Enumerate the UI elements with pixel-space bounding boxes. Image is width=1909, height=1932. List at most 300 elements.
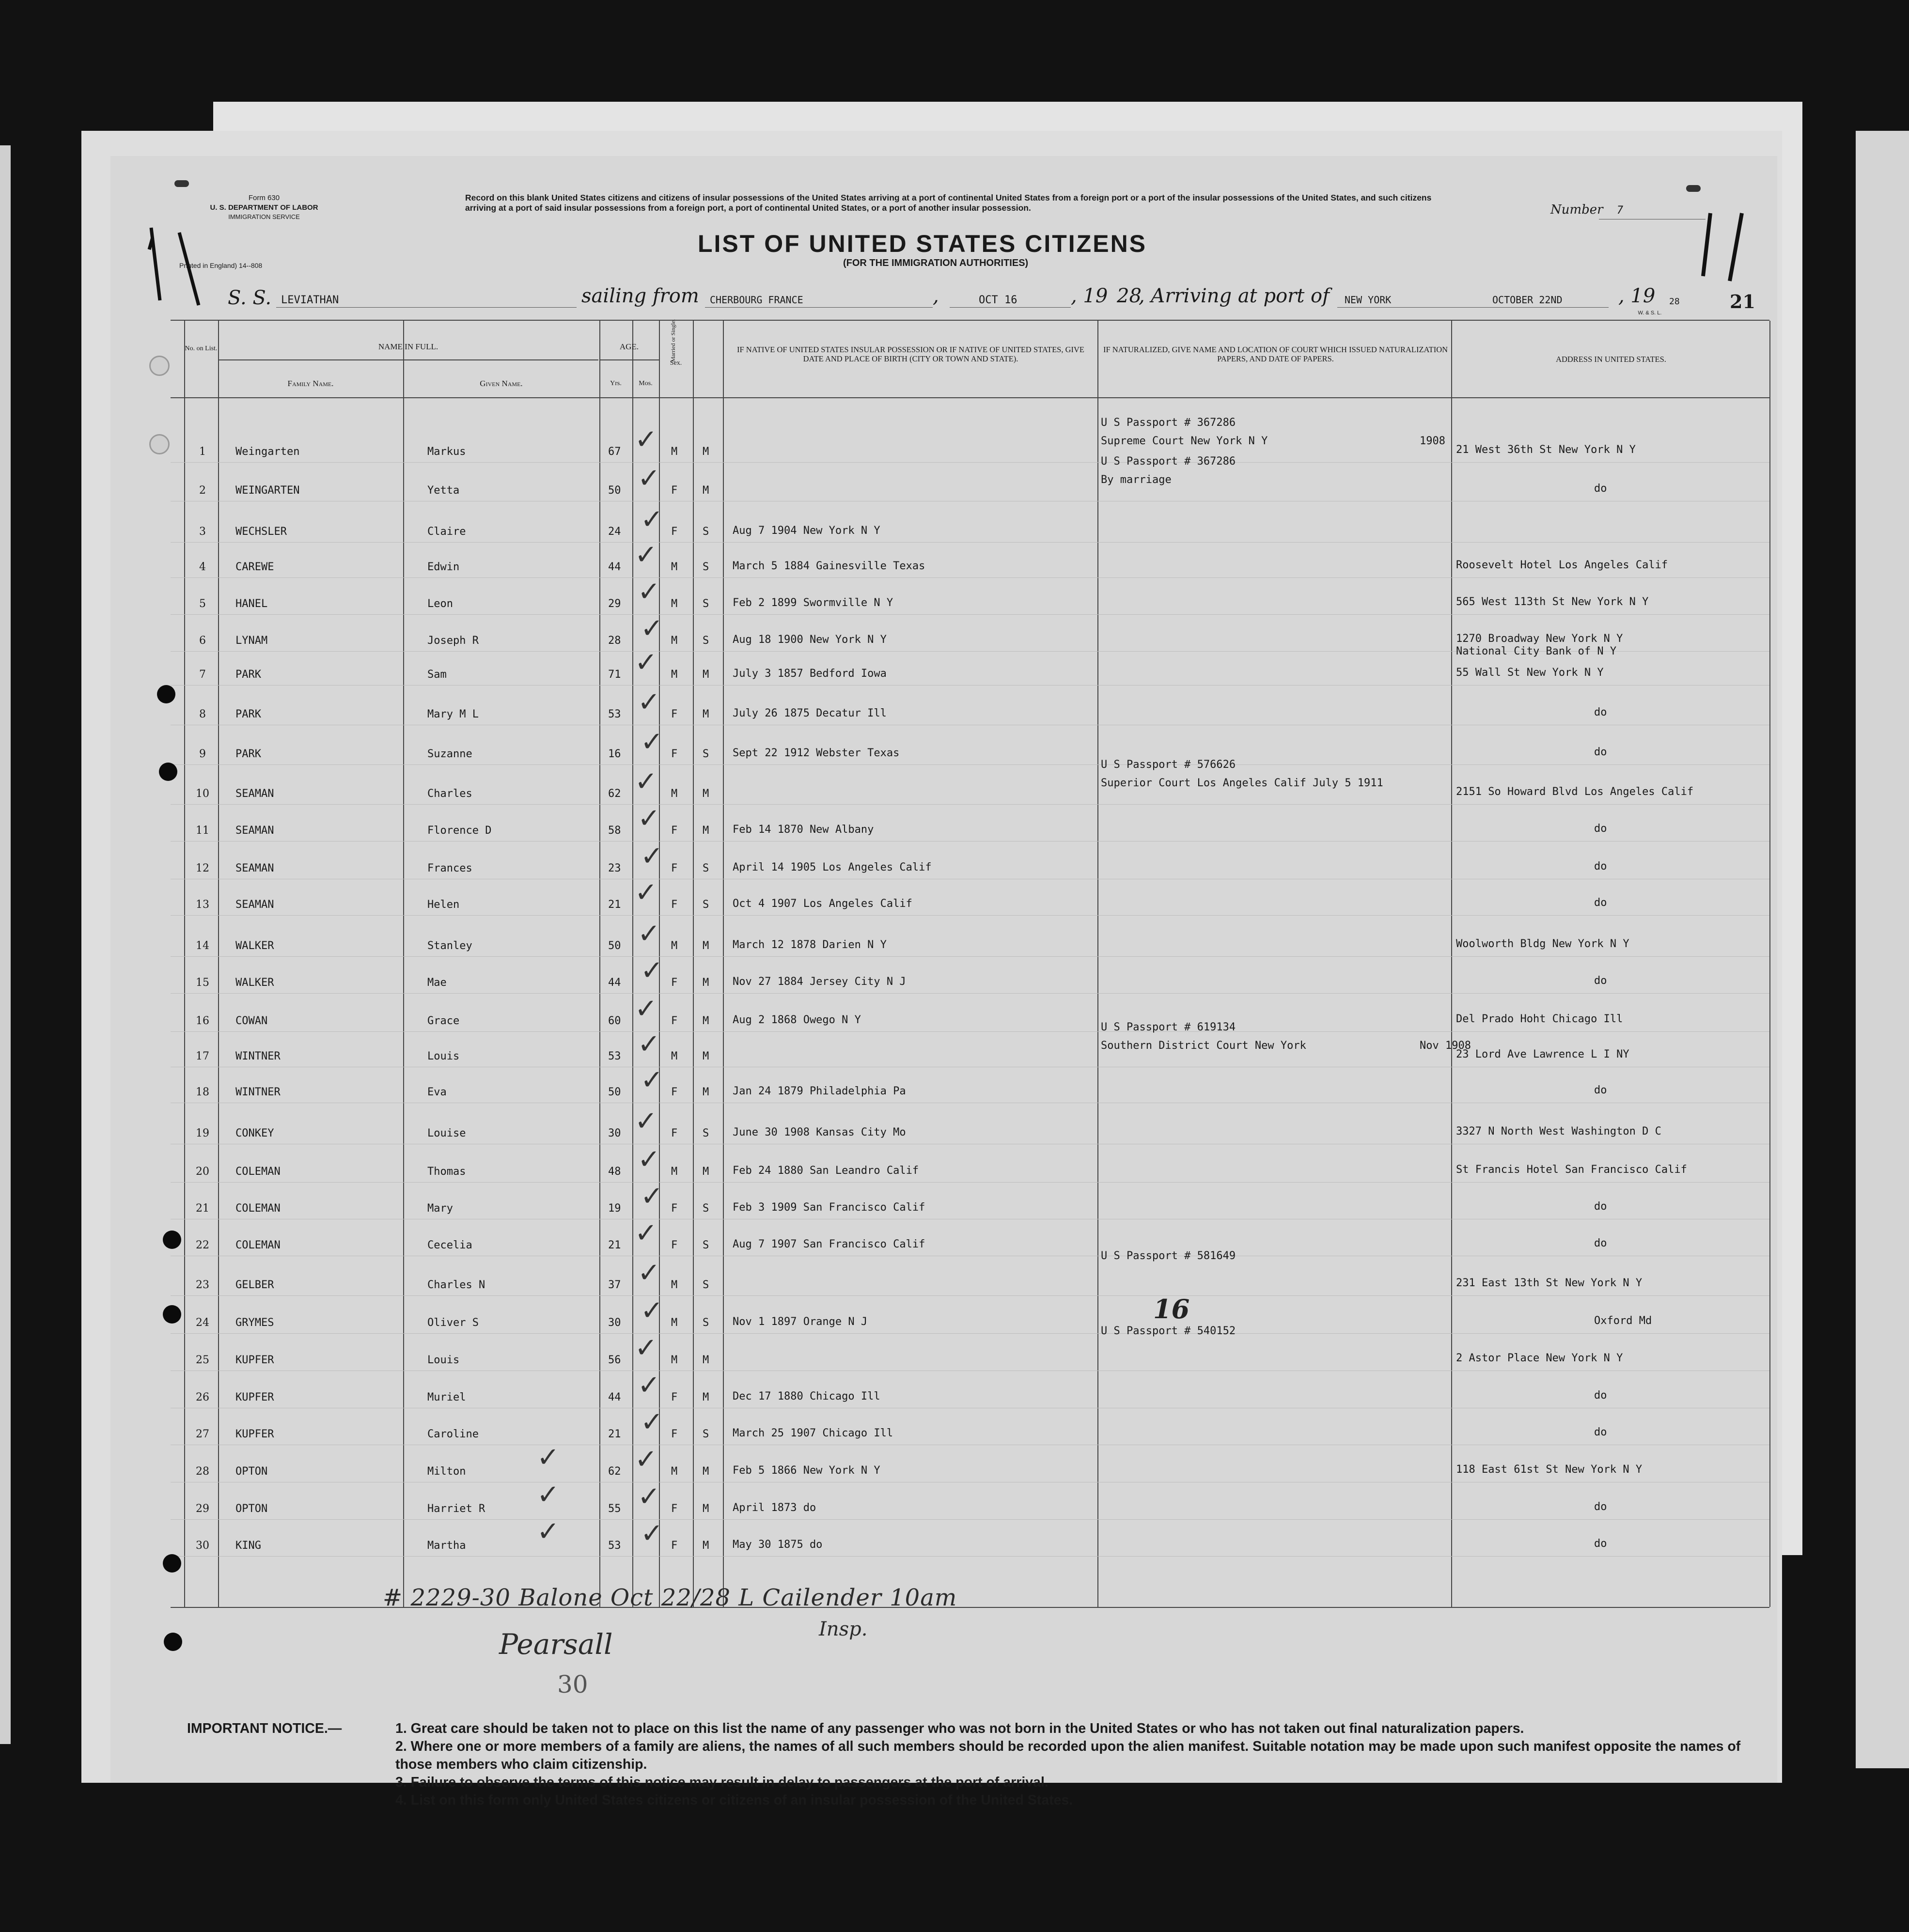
marital-status: S (703, 1317, 709, 1329)
age-years: 53 (608, 1540, 621, 1552)
marital-status: S (703, 526, 709, 538)
marital-status: M (703, 484, 709, 497)
age-years: 71 (608, 669, 621, 681)
row-number: 18 (196, 1086, 209, 1098)
sex: F (671, 1503, 678, 1515)
row-number: 19 (196, 1127, 209, 1139)
check-mark-icon: ✓ (638, 576, 660, 608)
staple-mark-right (1686, 185, 1701, 192)
sex: F (671, 977, 678, 989)
notice-item: 3. Failure to observe the terms of this notice may result in delay to passengers at the port of arrival. (395, 1775, 1048, 1790)
row-number: 16 (196, 1015, 209, 1027)
address-line1: do (1594, 1389, 1607, 1402)
birth-info: Aug 7 1904 New York N Y (733, 525, 880, 537)
address-line1: do (1594, 860, 1607, 873)
address-line1: do (1594, 1084, 1607, 1096)
age-years: 44 (608, 561, 621, 573)
table-row (171, 542, 1769, 543)
birth-info: Feb 14 1870 New Albany (733, 824, 874, 836)
age-years: 16 (608, 748, 621, 760)
age-years: 29 (608, 598, 621, 610)
naturalization-court: Southern District Court New York (1101, 1040, 1306, 1052)
given-name: Mary (427, 1202, 453, 1215)
check-mark-icon: ✓ (641, 1295, 663, 1326)
check-mark-icon: ✓ (638, 1144, 660, 1175)
arrival-port: NEW YORK (1345, 294, 1392, 306)
header-bottom-border (171, 397, 1769, 398)
check-mark-icon: ✓ (537, 1516, 560, 1547)
age-years: 21 (608, 1428, 621, 1440)
ship-underline (276, 307, 577, 308)
col-rule (599, 321, 600, 1607)
col-rule (403, 321, 404, 1607)
given-name: Cecelia (427, 1239, 472, 1251)
address-line1: do (1594, 1426, 1607, 1438)
birth-info: March 12 1878 Darien N Y (733, 939, 887, 951)
sex: M (671, 1166, 678, 1178)
check-mark-icon: ✓ (537, 1442, 560, 1473)
punch-hole-ring (149, 434, 170, 454)
family-name: SEAMAN (235, 862, 274, 874)
col-months: Mos. (639, 380, 653, 387)
table-row (171, 577, 1769, 578)
age-years: 24 (608, 526, 621, 538)
sex: M (671, 1465, 678, 1478)
sex: M (671, 669, 678, 681)
family-name: WINTNER (235, 1050, 281, 1062)
check-mark-icon: ✓ (641, 955, 663, 986)
family-name: PARK (235, 669, 261, 681)
sex: F (671, 1127, 678, 1139)
family-name: COLEMAN (235, 1239, 281, 1251)
family-name: CONKEY (235, 1127, 274, 1139)
row-number: 14 (196, 940, 209, 952)
marital-status: S (703, 899, 709, 911)
punch-hole (159, 763, 177, 781)
departure-underline (705, 307, 933, 308)
col-no: No. on List. (185, 345, 218, 352)
header-instructions: Record on this blank United States citizens and citizens of insular possessions of the United States arriving at a port of continental United States from a foreign port or a port of the insular possessions of the United States, and such citizens arriving at a port of said insular possessions from a foreign port, a port of continental United States, or a port of another insular possession. (465, 193, 1432, 213)
family-name: WINTNER (235, 1086, 281, 1098)
age-years: 62 (608, 788, 621, 800)
address-line1: Del Prado Hoht Chicago Ill (1456, 1013, 1623, 1025)
marital-status: S (703, 862, 709, 874)
naturalization-passport: U S Passport # 619134 (1101, 1021, 1236, 1033)
check-mark-icon: ✓ (638, 1481, 660, 1512)
row-number: 6 (199, 635, 206, 647)
marital-status: M (703, 1166, 709, 1178)
age-years: 67 (608, 446, 621, 458)
given-name: Martha (427, 1540, 466, 1552)
age-years: 23 (608, 862, 621, 874)
address-line1: Woolworth Bldg New York N Y (1456, 938, 1629, 950)
important-notice (187, 1720, 1771, 1809)
check-mark-icon: ✓ (635, 1444, 657, 1475)
given-name: Sam (427, 669, 447, 681)
marital-status: M (703, 669, 709, 681)
handwritten-count: 30 (557, 1670, 588, 1698)
ss-label: S. S. (228, 287, 272, 309)
row-number: 28 (196, 1465, 209, 1478)
given-name: Grace (427, 1015, 460, 1027)
age-years: 48 (608, 1166, 621, 1178)
table-row (171, 685, 1769, 686)
family-name: COLEMAN (235, 1166, 281, 1178)
check-mark-icon: ✓ (635, 539, 657, 571)
sex: F (671, 1540, 678, 1552)
sex: F (671, 484, 678, 497)
number-value: 7 (1616, 204, 1624, 217)
family-name: HANEL (235, 598, 268, 610)
given-name: Caroline (427, 1428, 479, 1440)
year-value: 28 (1117, 285, 1142, 307)
age-years: 50 (608, 484, 621, 497)
check-mark-icon: ✓ (638, 1370, 660, 1401)
check-mark-icon: ✓ (641, 1064, 663, 1096)
sex: F (671, 748, 678, 760)
age-years: 21 (608, 1239, 621, 1251)
age-years: 44 (608, 1391, 621, 1403)
marital-status: S (703, 1202, 709, 1215)
sex: F (671, 825, 678, 837)
birth-info: July 26 1875 Decatur Ill (733, 707, 887, 719)
sex: M (671, 1279, 678, 1291)
marital-status: M (703, 825, 709, 837)
col-years: Yrs. (610, 380, 622, 387)
comma-sep: , (933, 285, 939, 307)
row-number: 17 (196, 1050, 209, 1062)
birth-info: Aug 7 1907 San Francisco Calif (733, 1238, 925, 1250)
table-top-border (171, 320, 1769, 321)
address-line1: 21 West 36th St New York N Y (1456, 444, 1636, 456)
col-name-in-full: NAME IN FULL. (378, 342, 438, 351)
check-mark-icon: ✓ (537, 1479, 560, 1511)
address-line1: do (1594, 746, 1607, 758)
age-years: 58 (608, 825, 621, 837)
staple-mark-left (174, 180, 189, 187)
birth-info: Feb 5 1866 New York N Y (733, 1465, 880, 1477)
row-number: 4 (199, 561, 206, 573)
table-row (171, 462, 1769, 463)
given-name: Mae (427, 977, 447, 989)
address-line1: 23 Lord Ave Lawrence L I NY (1456, 1048, 1629, 1060)
given-name: Mary M L (427, 708, 479, 720)
family-name: WEINGARTEN (235, 484, 300, 497)
col-rule (218, 321, 219, 1607)
age-years: 21 (608, 899, 621, 911)
row-number: 22 (196, 1239, 209, 1251)
sex: F (671, 1391, 678, 1403)
address-line1: 3327 N North West Washington D C (1456, 1125, 1661, 1137)
check-mark-icon: ✓ (635, 993, 657, 1025)
table-row (171, 1333, 1769, 1334)
marital-status: M (703, 1465, 709, 1478)
birth-info: Aug 18 1900 New York N Y (733, 634, 887, 646)
col-family-name: Family Name. (287, 379, 334, 388)
family-name: WALKER (235, 977, 274, 989)
given-name: Thomas (427, 1166, 466, 1178)
age-years: 37 (608, 1279, 621, 1291)
birth-info: March 5 1884 Gainesville Texas (733, 560, 925, 572)
col-rule (693, 321, 694, 1607)
marital-status: M (703, 1086, 709, 1098)
family-name: OPTON (235, 1465, 268, 1478)
sex: F (671, 899, 678, 911)
age-years: 19 (608, 1202, 621, 1215)
birth-info: Feb 3 1909 San Francisco Calif (733, 1201, 925, 1214)
number-field (1550, 203, 1623, 217)
given-name: Eva (427, 1086, 447, 1098)
address-line1: do (1594, 1538, 1607, 1550)
table-row (171, 956, 1769, 957)
birth-info: Dec 17 1880 Chicago Ill (733, 1390, 880, 1402)
given-name: Muriel (427, 1391, 466, 1403)
check-mark-icon: ✓ (635, 647, 657, 678)
sex: M (671, 1317, 678, 1329)
birth-info: June 30 1908 Kansas City Mo (733, 1126, 906, 1138)
address-line1: do (1594, 823, 1607, 835)
sex: F (671, 526, 678, 538)
birth-info: Nov 1 1897 Orange N J (733, 1316, 868, 1328)
family-name: PARK (235, 748, 261, 760)
age-years: 50 (608, 1086, 621, 1098)
sex: M (671, 1050, 678, 1062)
col-rule (1769, 321, 1770, 1607)
row-number: 27 (196, 1428, 209, 1440)
marital-status: M (703, 788, 709, 800)
arriving-label: , Arriving at port of (1139, 285, 1330, 307)
marital-status: M (703, 708, 709, 720)
family-name: CAREWE (235, 561, 274, 573)
row-number: 12 (196, 862, 209, 874)
birth-info: Jan 24 1879 Philadelphia Pa (733, 1085, 906, 1097)
check-mark-icon: ✓ (635, 1332, 657, 1364)
given-name: Edwin (427, 561, 460, 573)
given-name: Joseph R (427, 635, 479, 647)
given-name: Charles N (427, 1279, 485, 1291)
address-line1: 118 East 61st St New York N Y (1456, 1464, 1643, 1476)
birth-info: Feb 2 1899 Swormville N Y (733, 597, 893, 609)
family-name: GRYMES (235, 1317, 274, 1329)
sailing-label: sailing from (581, 285, 699, 307)
notice-item: 2. Where one or more members of a family are aliens, the names of all such members should be recorded upon the alien manifest. Suitable notation may be made upon such manifest opposite the names of those members who claim citizenship. (395, 1739, 1741, 1772)
adjacent-page-right (1856, 131, 1909, 1768)
address-line1: 231 East 13th St New York N Y (1456, 1277, 1643, 1289)
marital-status: M (703, 1391, 709, 1403)
page-number: 21 (1730, 291, 1755, 312)
address-line1: do (1594, 1237, 1607, 1249)
page-title: LIST OF UNITED STATES CITIZENS (698, 230, 1147, 257)
marital-status: M (703, 1540, 709, 1552)
check-mark-icon: ✓ (635, 1106, 657, 1137)
birth-info: Feb 24 1880 San Leandro Calif (733, 1165, 919, 1177)
page-subtitle: (FOR THE IMMIGRATION AUTHORITIES) (843, 258, 1029, 268)
address-line2: National City Bank of N Y (1456, 645, 1617, 657)
given-name: Yetta (427, 484, 460, 497)
given-name: Oliver S (427, 1317, 479, 1329)
address-line1: 565 West 113th St New York N Y (1456, 596, 1649, 608)
address-line1: 55 Wall St New York N Y (1456, 667, 1604, 679)
given-name: Louise (427, 1127, 466, 1139)
address-line1: St Francis Hotel San Francisco Calif (1456, 1164, 1687, 1176)
table-row (171, 764, 1769, 765)
row-number: 23 (196, 1279, 209, 1291)
row-number: 1 (199, 446, 206, 458)
adjacent-page-left (0, 145, 11, 1744)
number-label: Number (1550, 203, 1603, 217)
birth-info: Aug 2 1868 Owego N Y (733, 1014, 861, 1026)
address-line1: do (1594, 483, 1607, 495)
check-mark-icon: ✓ (641, 504, 663, 535)
age-years: 62 (608, 1465, 621, 1478)
naturalization-year: 1908 (1420, 435, 1445, 447)
col-birth: IF NATIVE OF UNITED STATES INSULAR POSSESSION OR IF NATIVE OF UNITED STATES, GIVE DATE AND PLACE OF BIRTH (CITY OR TOWN AND STATE). (737, 345, 1084, 363)
row-number: 25 (196, 1354, 209, 1366)
row-number: 7 (199, 669, 206, 681)
table-row (171, 1295, 1769, 1296)
sex: M (671, 788, 678, 800)
address-line1: 1270 Broadway New York N Y (1456, 633, 1623, 645)
age-years: 53 (608, 708, 621, 720)
given-name: Suzanne (427, 748, 472, 760)
sex: M (671, 635, 678, 647)
given-name: Stanley (427, 940, 472, 952)
family-name: SEAMAN (235, 788, 274, 800)
row-number: 13 (196, 899, 209, 911)
date-underline (950, 307, 1071, 308)
naturalization-passport: U S Passport # 581649 (1101, 1250, 1236, 1262)
naturalization-court: Supreme Court New York N Y (1101, 435, 1268, 447)
age-years: 30 (608, 1317, 621, 1329)
marital-status: M (703, 446, 709, 458)
check-mark-icon: ✓ (641, 613, 663, 644)
given-name: Harriet R (427, 1503, 485, 1515)
ship-name: LEVIATHAN (281, 294, 339, 306)
naturalization-passport: U S Passport # 367286 (1101, 417, 1236, 429)
sex: F (671, 1239, 678, 1251)
check-mark-icon: ✓ (641, 1181, 663, 1212)
row-number: 21 (196, 1202, 209, 1215)
check-mark-icon: ✓ (638, 1257, 660, 1289)
address-line1: do (1594, 897, 1607, 909)
family-name: SEAMAN (235, 899, 274, 911)
table-row (171, 1556, 1769, 1557)
age-years: 53 (608, 1050, 621, 1062)
address-line1: do (1594, 706, 1607, 718)
naturalization-passport: U S Passport # 367286 (1101, 455, 1236, 467)
check-mark-icon: ✓ (641, 1406, 663, 1438)
age-years: 56 (608, 1354, 621, 1366)
check-mark-icon: ✓ (638, 918, 660, 950)
row-number: 29 (196, 1503, 209, 1515)
birth-info: April 14 1905 Los Angeles Calif (733, 861, 932, 873)
naturalization-court: By marriage (1101, 474, 1172, 486)
row-number: 26 (196, 1391, 209, 1403)
sex: M (671, 446, 678, 458)
given-name: Louis (427, 1050, 460, 1062)
birth-info: April 1873 do (733, 1502, 816, 1514)
handwritten-insp: Insp. (819, 1618, 868, 1640)
row-number: 15 (196, 977, 209, 989)
sex: M (671, 561, 678, 573)
given-name: Claire (427, 526, 466, 538)
given-name: Milton (427, 1465, 466, 1478)
table-row (171, 1031, 1769, 1032)
naturalization-passport: U S Passport # 576626 (1101, 759, 1236, 771)
address-line1: do (1594, 1200, 1607, 1213)
naturalization-court: Superior Court Los Angeles Calif July 5 1911 (1101, 777, 1383, 789)
given-name: Helen (427, 899, 460, 911)
printed-note: Printed in England) 14--808 (179, 262, 263, 269)
handwritten-16: 16 (1153, 1293, 1190, 1324)
ship-info-line (228, 287, 271, 311)
table-row (171, 1182, 1769, 1183)
age-years: 44 (608, 977, 621, 989)
col-address: ADDRESS IN UNITED STATES. (1556, 355, 1666, 364)
check-mark-icon: ✓ (635, 766, 657, 797)
notice-heading: IMPORTANT NOTICE.— (187, 1721, 342, 1736)
family-name: LYNAM (235, 635, 268, 647)
family-name: KING (235, 1540, 261, 1552)
birth-info: Oct 4 1907 Los Angeles Calif (733, 898, 912, 910)
naturalization-year: Nov 1908 (1420, 1040, 1471, 1052)
address-line1: do (1594, 1501, 1607, 1513)
address-line1: Oxford Md (1594, 1315, 1652, 1327)
departure-date: OCT 16 (979, 294, 1017, 306)
check-mark-icon: ✓ (635, 1217, 657, 1249)
row-number: 5 (199, 598, 206, 610)
check-mark-icon: ✓ (638, 1028, 660, 1060)
department-name: U. S. DEPARTMENT OF LABOR (210, 203, 318, 212)
address-line1: do (1594, 975, 1607, 987)
arrival-year-label: , 19 (1618, 285, 1656, 307)
punch-hole (163, 1305, 181, 1324)
table-row (171, 993, 1769, 994)
col-rule (632, 321, 633, 1607)
notice-item: 4. List on this form only United States citizens or citizens of an insular possession of the United States. (395, 1792, 1073, 1808)
row-number: 10 (196, 788, 209, 800)
table-row (171, 915, 1769, 916)
marital-status: S (703, 1428, 709, 1440)
table-row (171, 1519, 1769, 1520)
age-years: 50 (608, 940, 621, 952)
row-number: 2 (199, 484, 206, 497)
col-rule (184, 321, 185, 1607)
notice-item: 1. Great care should be taken not to place on this list the name of any passenger who was not born in the United States or who has not taken out final naturalization papers. (395, 1721, 1524, 1736)
age-years: 30 (608, 1127, 621, 1139)
check-mark-icon: ✓ (638, 463, 660, 494)
form-number: Form 630 (248, 194, 280, 202)
sex: F (671, 1086, 678, 1098)
col-given-name: Given Name. (480, 379, 523, 388)
departure-port: CHERBOURG FRANCE (710, 294, 803, 306)
punch-hole (164, 1633, 182, 1651)
family-name: OPTON (235, 1503, 268, 1515)
manifest-form (110, 156, 1777, 1783)
sex: F (671, 1202, 678, 1215)
check-mark-icon: ✓ (638, 803, 660, 834)
sex: F (671, 862, 678, 874)
family-name: COWAN (235, 1015, 268, 1027)
family-name: KUPFER (235, 1391, 274, 1403)
marital-status: S (703, 1239, 709, 1251)
row-number: 24 (196, 1317, 209, 1329)
col-naturalized: IF NATURALIZED, GIVE NAME AND LOCATION OF COURT WHICH ISSUED NATURALIZATION PAPERS, AND DATE OF PAPERS. (1103, 345, 1448, 363)
handwritten-record-line: # 2229-30 Balone Oct 22/28 L Cailender 10am (383, 1584, 957, 1611)
punch-hole (163, 1554, 181, 1573)
marital-status: M (703, 940, 709, 952)
row-number: 30 (196, 1540, 209, 1552)
